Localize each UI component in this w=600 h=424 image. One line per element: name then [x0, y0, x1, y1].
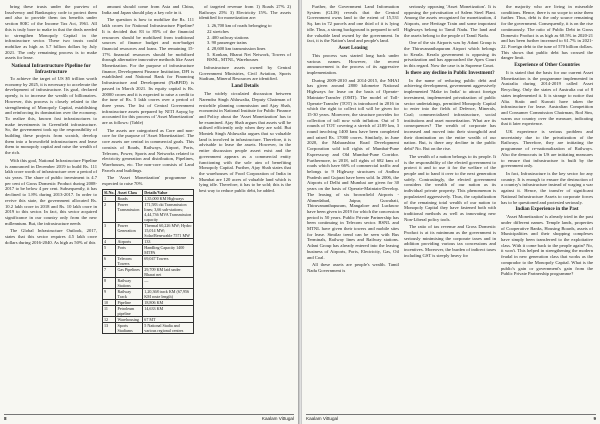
table-cell: 9 [103, 288, 116, 299]
list-item: 4. 28,600 km transmission lines [207, 45, 266, 51]
table-cell: 11 [103, 305, 116, 316]
paragraph: The widely circulated discussion between Narendra Singh Ahluwalia, Deputy Chairman of erstwhile planning commission and Ajay Shah, economist in National Institute for Public Finance and Policy about the 'Asset Monetization' has to be examined. Ajay Shah argues that assets will be utilised efficiently only when they are sold. But Montek Singh Ahluwalia argues that so valuable land is involved in infrastructure. Therefore, it is advisable to lease the assets. However, in the entire discussion people assert exist and the government appears as a commercial entity functioning with the sole aim of benefiting Monopoly Capital. Further, Ajay Shah states that the warehouses of Food Corporation of India in Mumbai are 120 acres of valuable land which is lying idle. Therefore, it has to be sold; this is the best way to reduce public debt, he added. [199, 91, 291, 194]
table-cell: 1 [103, 195, 116, 201]
table-cell: 5 National Stadia and various regional centres [143, 322, 194, 333]
table-row [103, 305, 194, 316]
table-row [103, 244, 194, 255]
section-heading: Indian Experience in the Past [515, 207, 579, 213]
section-heading: Experience of Other Countries [514, 63, 580, 69]
table-cell: 4 [103, 238, 116, 244]
paragraph: During 2009-2010 and 2014-2015, the NHAI has given around 2800 kilometre National Highways for lease on the basis of Operate-Maintain-Transfer (OMT). The model of Toll-Operate-Transfer (TOT) is introduced in 2016 in which the right to collect toll will be given for 15-30 years. Moreover, the structure provides for collection of toll now with inflation. Out of 5 rounds of TOT covering a stretch of 2189 km, 3 round involving 1400 kms have been completed and raised Rs. 17000 crores. Similarly, in June 2020, the Maharashtra Road Development Corporation sold toll rights of Mumbai-Pune Expressway and Old Mumbai-Pune Corridor. Furthermore, in 2018, toll rights of 682 kms of roads which have 66% of commercial traffic and belongs to 9 Highway structures of Andhra Pradesh and Gujarat have been sold. In 2006, the Airports of Delhi and Mumbai are given for 30 years on the basis of Operate-Maintain-Develop. The leasing of six brownfield Airports - Ahmedabad, Jaipur, Guwahati, Thiruvananthapuram, Mangalore and Lucknow have been given in 2019 for which the concession period is 50 years. Public Private Partnership has been continuing in Telecom sector. BSNL and MTNL have given their towers and mobile sites for lease. Similar trend can be seen with Bus Terminals, Railway lines and Railway stations. Adani Group has already entered into the leasing business of Airports, Ports, Electricity, Gas, Oil and Coal. [307, 77, 399, 260]
table-cell: Power Generation [116, 222, 143, 238]
paragraph: Infrastructure assets owned by Central Government Ministries, Civil Aviation, Sports Stadium, Mineral Resources are identified. [199, 65, 291, 82]
section-heading: Asset Leasing [338, 45, 368, 51]
page-number: 9 [593, 416, 596, 421]
paragraph: of targeted revenue from 1) Roads 27% 2) Railways 25% 3) Electricity 15%. The assets identified for monetization are: [199, 4, 291, 21]
table-row [103, 201, 194, 222]
paragraph: The question is how to mobilize the Rs. 111 lakh crores for National Infrastructure Pipeline? It is decided that 83 to 85% of the financial resources should be mobilized from traditional sources of finance budget and non-budget financial resources and loans. The remaining 15-17% financial resources should be mobilized through alternative innovative methods like Asset Monetization. For the purpose of infrastructure finance, Development Finance Institution, DFI is established and National Bank for Financing Infrastructure and Development (NaBFID) is passed in March 2021. Its equity capital is Rs. 20000 crores and it is expected to raise a credit to the tune of Rs. 5 lakh crores over a period of three years. The list of Central Government infrastructure assets prepared by NITI Aayog by accounted for this process of 'Asset Monetization' are as follows: (Table) [102, 17, 194, 126]
table-cell: 67 MT [143, 316, 194, 322]
table-cell: 10 [103, 299, 116, 305]
table-cell: Petroleum pipeline [116, 305, 143, 316]
table-row [103, 266, 194, 277]
section-heading: Land Details [231, 84, 259, 90]
table-cell: 5 [103, 244, 116, 255]
list-item: 1. 26,700 km of roads belonging to [207, 23, 272, 29]
table-cell: 12 [103, 316, 116, 322]
section-heading: Is there any decline in Public Investment? [405, 70, 495, 76]
left-column-1 [5, 4, 97, 247]
table-row [103, 222, 194, 238]
paragraph: UK experience is serious problem and uncertainty due to the privatization of the Railways. Therefore, they are initiating the programme of re-nationalization of Railways. Also the democrats in US are initiating measures to ensure that infrastructure is built by the government only. [501, 129, 593, 169]
paragraph: The 'Asset Monetization' programme is expected to raise 70% [102, 175, 194, 187]
table-cell: 133 [143, 238, 194, 244]
table-cell: Pipeline [116, 299, 143, 305]
right-column-1 [307, 4, 399, 276]
table-cell: Airports [116, 238, 143, 244]
table-cell: Warehousing [116, 316, 143, 322]
section-heading: National Infrastructure Pipeline for Infrastructure [11, 63, 91, 76]
table-row [103, 322, 194, 333]
table-cell: Thermal 60,226 MW; Hydro 15,014 MW; Solar/Renewable 7571 MW [143, 222, 194, 238]
right-column-3 [501, 4, 593, 279]
table-cell: Roads [116, 195, 143, 201]
paragraph: With this goal, National Infrastructure Pipeline is announced in December 2019 to build Rs. 111 lakh crore worth of infrastructure over a period of six years. The share of public investment is 4.7 per cent of Gross Domestic Product during 2008-2017 to be below 4 per cent. Subsequently, it has declined to 1.8% during 2013-2017. In order to revive this state, the government allocated Rs. 10.2 lakh crore in 2018 and Rs. 10 lakh crore in 2019 to this sector. In fact, this sector acquired significance in our country only from the new millennium. But, the infrastructure needs [5, 157, 97, 226]
list-item: 5. Konkan, Bharat Net Network, Towers of BSNL, MTNL, Warehouses [207, 51, 291, 63]
table-cell: Gas Pipelines [116, 266, 143, 277]
table-cell: 29,709 KM laid under Bharat net [143, 266, 194, 277]
publication-name: Kaalam Vittugal [306, 416, 339, 421]
table-cell: Ports [116, 244, 143, 255]
table-cell: Telecom Towers [116, 255, 143, 266]
paragraph: Further, the Government Land Information System (GLIS) reveals that the Central Government owns land to the extent of 15,531 Sq. km in 72 parcels and one third of it is lying idle. Thus, a strong background is prepared to sell the valuable land owned by the government. In fact, it is the Nation's land and people's land. [307, 4, 399, 44]
paragraph: The wealth of a nation belongs to its people. It is the responsibility of the elected government to protect it and to use it for the welfare of the people and to hand it over to the next generation safely. Contrastingly, the elected government considers the wealth of our nation as its individual private property. This phenomenon is popularized aggressively. Thus, the capitalization of the remaining total wealth of our nation to Monopoly Capital they have fastened both with traditional methods as well as innovating new Non-Liberal policy tools. [404, 153, 496, 222]
table-cell: 2 [103, 201, 116, 222]
table-cell: 3 [103, 222, 116, 238]
right-page-footer [306, 414, 596, 422]
table-cell: 6 [103, 255, 116, 266]
table-header-cell: Asset Class [116, 189, 143, 195]
table-cell: Railway Stations [116, 277, 143, 288]
table-cell: Railway Track [116, 288, 143, 299]
table-row [103, 288, 194, 299]
table-cell: Sports Stadiums [116, 322, 143, 333]
right-page [302, 0, 600, 424]
list-item: 3. 90 passenger trains [207, 40, 247, 46]
table-cell: — [143, 277, 194, 288]
monetization-list [199, 23, 291, 63]
paragraph: seriously opposing 'Asset Monetization'. It is opposing the privatisation of Salem Steel Plant. Among the assets recognized for monetization, 4 Airports, one Heritage Train and some important Highways belong to Tamil Nadu. The land and the assets belong to the people of Tamil Nadu. [404, 4, 496, 38]
table-row [103, 255, 194, 266]
paragraph: The assets are categorized as Core and non-core for the purpose of 'Asset Monetization'. The core assets are central in commercial goals. This consists of Roads, Railways, Airport, Ports, Telecom, Power, Sports and Networks related to electricity generation and distribution, Pipelines, Warehouses, etc. The non-core consists of Land Parcels and buildings. [102, 127, 194, 173]
table-cell: Handling Capacity 1400 MTPA [143, 244, 194, 255]
paragraph: It is stated that the basis for our current Asset Monetization is the programme implemented in Australia during 2014-2019 called Asset Recycling. Only the states of Australia out of 8 states implemented it. It is strange to notice that Alta. Static and Kuwait have taken the infrastructure for lease. Australian Competition and Consumer Commission Chairman, Rod Sim, warns our country over the measure, indicating that it later experience. [501, 70, 593, 127]
table-header-cell: Sl.No. [104, 189, 115, 195]
table-body [103, 195, 194, 333]
assets-table [102, 189, 194, 334]
table-cell: 18,806 KM [143, 299, 194, 305]
paragraph: 'Asset Monetization' is already tried in the past under different names. Temple lands, properties of Cooperative Banks, Housing Boards, assets of Municipalities and their shopping complexes have simply been transferred to the exploitative class. With it come back to the people again? No, it won't. This helped in strengthening the modern feudal in new generation class that works as the comprador to the Monopoly Capital. What is the public's gain or government's gain from the Public Private Partnership programme? [501, 214, 593, 277]
page-number: 8 [4, 416, 7, 421]
table-cell: 1,35,000 KM Highways [143, 195, 194, 201]
paragraph: bring these trusts under the purview of Insolvency and Bankruptcy code to protect them and also to provide them tax benefits under section 80IC of the Income Tax Act, 1961. All this is truly bore to make in that the deals needed to strengthen Monopoly Capital in the infrastructure sector. These two trusts could mobilize as high as 5.7 billion dollars by July 2021. The only remaining process is to make assets for lease. [5, 4, 97, 61]
paragraph: All these assets are people's wealth. Tamil Nadu Government is [307, 262, 399, 273]
left-page [0, 0, 298, 424]
paragraph: The Global Infrastructure Outlook, 2017, states that this sector requires 4.5 lakh crore dollars during 2016-2040. As high as 50% of this [5, 228, 97, 245]
paragraph: In the name of reducing public debt and achieving development, government aggressively implemented 'Make in India' to attract foreign investment, implemented privatization of public sector undertakings, permitted Monopoly Capital to enter into the fields of Defence, Minerals, Coal; commercialized infrastructure, social institutions and asset monetization. What are its consequences? The wealth of corporate has increased and moved into their stronghold and their domination on the entire wealth of our nation. But, is there any decline in the public debt? No. But on the rise. [404, 77, 496, 152]
table-row [103, 277, 194, 288]
paragraph: The ratio of tax revenue and Gross Domestic Product is at its minimum as the government is seriously minimising the corporate taxes and in addition providing various tax concessions and incentives. Moreover, the burden of indirect taxes including GST is steeply heavy for [404, 224, 496, 258]
list-item: 2. 400 railway stations [207, 34, 249, 40]
table-cell: 69,047 Towers [143, 255, 194, 266]
paragraph: To achieve the target of US $5 trillion worth economy by 2025, it is necessary to accelerate the development of infrastructure. Its goal, declared openly, is to increase the wealth of billionaires. However, this process is closely related to the strengthening of Monopoly Capital, establishing and reinforcing its domination over the economy. To realize this, known fast infrastructures to make investments in Greenfield infrastructure. So, the government took up the responsibility of building these projects from scratch, develop them into a brownfield infrastructures and lease them to monopoly capital and raise the wealth of the rich. [5, 76, 97, 156]
table-cell: Power Transmission [116, 201, 143, 222]
left-column-2 [102, 4, 194, 336]
publication-name: Kaalam Vittugal [261, 416, 294, 421]
left-column-3 [199, 4, 291, 196]
list-item: 22 stretches [207, 28, 229, 34]
right-column-2 [404, 4, 496, 261]
table-cell: 13 [103, 322, 116, 333]
table-cell: 171,583 ckt Transmission lines; 3,66 sub-stations; 4,44,736 MVA Transmission capacity [143, 201, 194, 222]
table-header-cell: Details/Value [143, 189, 194, 195]
table-cell: 1,20,368 track KM (67,956 KM route length) [143, 288, 194, 299]
left-page-footer [4, 414, 294, 422]
table-cell: 7 [103, 266, 116, 277]
paragraph: amount should come from Asia and China, India and Japan should play a key role in it. [102, 4, 194, 15]
paragraph: This process was started long back under various names. However, the recent announcement is the process of its aggressive implementation. [307, 52, 399, 76]
table-cell: 8 [103, 277, 116, 288]
paragraph: One of the six Airports was by Adani Group is the Thiruvananthapuram Airport which belongs to Kerala. Kerala government is opposing its privatization and has approached the Apex Court in this regard. Now the case is in Supreme Court. [404, 40, 496, 69]
table-cell: 14,633 KM [143, 305, 194, 316]
paragraph: the majority who are living in miserable conditions. Hence, there is no scope to raise them further. Thus, debt is the only source remaining for the government. Consequently, it is on the rise continuously. The ratio of Public Debt in Gross Domestic Product is as high as 60.5% in 2020-21 and has been further increased to 61.7% in 2021-22. Foreign debt to the tune of 570 billion dollars. This shows that public debt has crossed the danger limit. [501, 4, 593, 61]
paragraph: In fact, Infrastructure is the key sector for any country. It is enough to ensure the destruction of a country's infrastructure instead of waging a war against it. Hence, the transfer of significant National Infrastructure Assets to corporate forces has to be questioned and protested seriously. [501, 170, 593, 205]
